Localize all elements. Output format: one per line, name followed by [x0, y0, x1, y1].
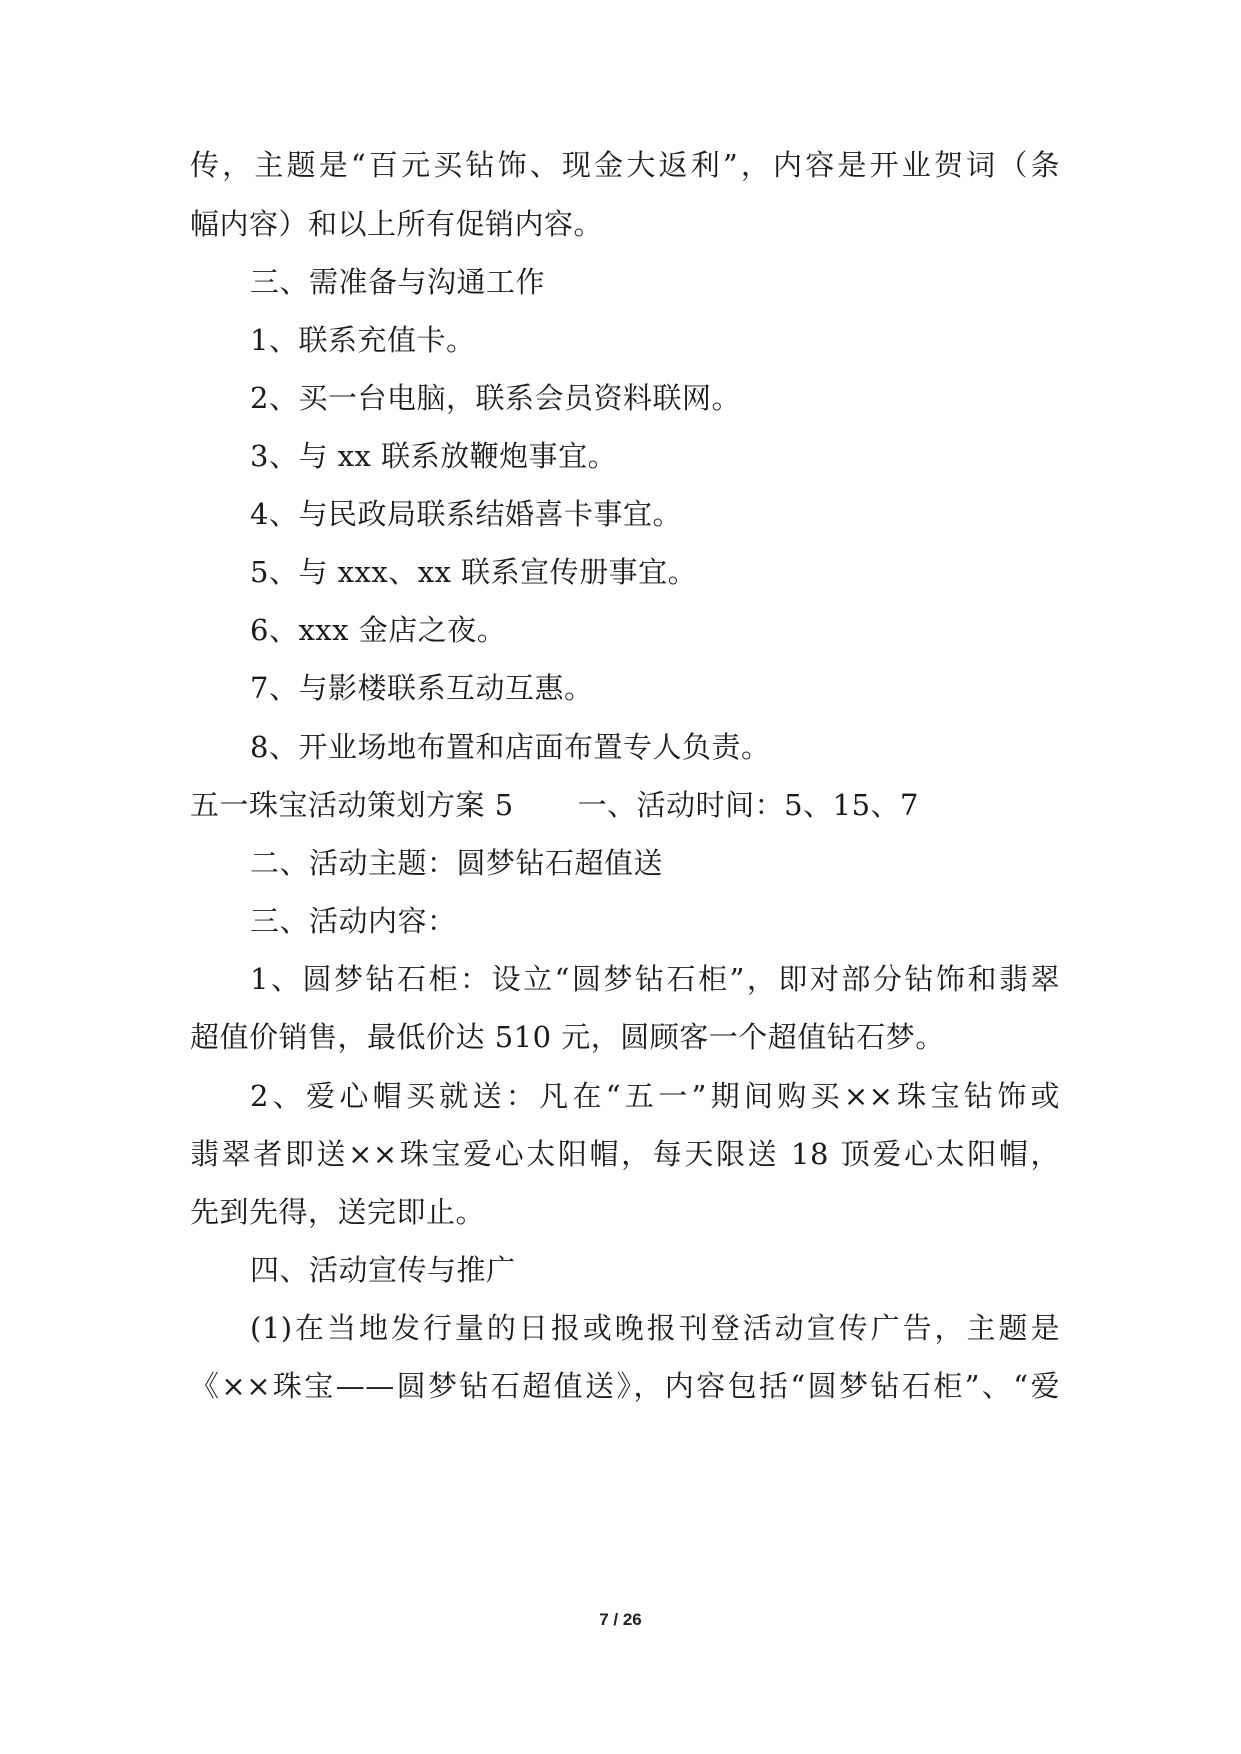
list-item: 3、与 xx 联系放鞭炮事宜。: [250, 439, 618, 473]
paragraph-line: 超值价销售，最低价达 510 元，圆顾客一个超值钻石梦。: [190, 1020, 945, 1054]
paragraph-line: 幅内容）和以上所有促销内容。: [190, 207, 604, 241]
list-item: 1、联系充值卡。: [250, 323, 476, 357]
paragraph-line: 翡翠者即送××珠宝爱心太阳帽，每天限送 18 顶爱心太阳帽，: [190, 1137, 1060, 1171]
list-item: 6、xxx 金店之夜。: [250, 613, 507, 647]
list-item: 8、开业场地布置和店面布置专人负责。: [250, 730, 771, 764]
paragraph-line: 1、圆梦钻石柜：设立“圆梦钻石柜”，即对部分钻饰和翡翠: [250, 962, 1060, 996]
paragraph-line: 传，主题是“百元买钻饰、现金大返利”，内容是开业贺词（条: [190, 148, 1060, 182]
list-item: 5、与 xxx、xx 联系宣传册事宜。: [250, 555, 698, 589]
plan-title: 五一珠宝活动策划方案 5: [190, 788, 514, 822]
list-item: 7、与影楼联系互动互惠。: [250, 671, 594, 705]
list-item: 4、与民政局联系结婚喜卡事宜。: [250, 497, 682, 531]
paragraph-line: (1)在当地发行量的日报或晚报刊登活动宣传广告，主题是: [250, 1311, 1060, 1345]
paragraph-line: 2、爱心帽买就送：凡在“五一”期间购买××珠宝钻饰或: [250, 1079, 1060, 1113]
page-number: 7 / 26: [599, 1610, 642, 1629]
section-heading: 三、活动内容：: [250, 904, 457, 938]
plan-title-line: [190, 785, 1060, 825]
section-heading: 三、需准备与沟通工作: [250, 265, 546, 299]
activity-time: 一、活动时间：5、15、7: [577, 788, 919, 822]
paragraph-line: 《××珠宝——圆梦钻石超值送》，内容包括“圆梦钻石柜”、“爱: [190, 1369, 1060, 1403]
paragraph-line: 先到先得，送完即止。: [190, 1195, 486, 1229]
section-heading: 四、活动宣传与推广: [250, 1253, 516, 1287]
list-item: 2、买一台电脑，联系会员资料联网。: [250, 381, 741, 415]
section-heading: 二、活动主题：圆梦钻石超值送: [250, 846, 664, 880]
